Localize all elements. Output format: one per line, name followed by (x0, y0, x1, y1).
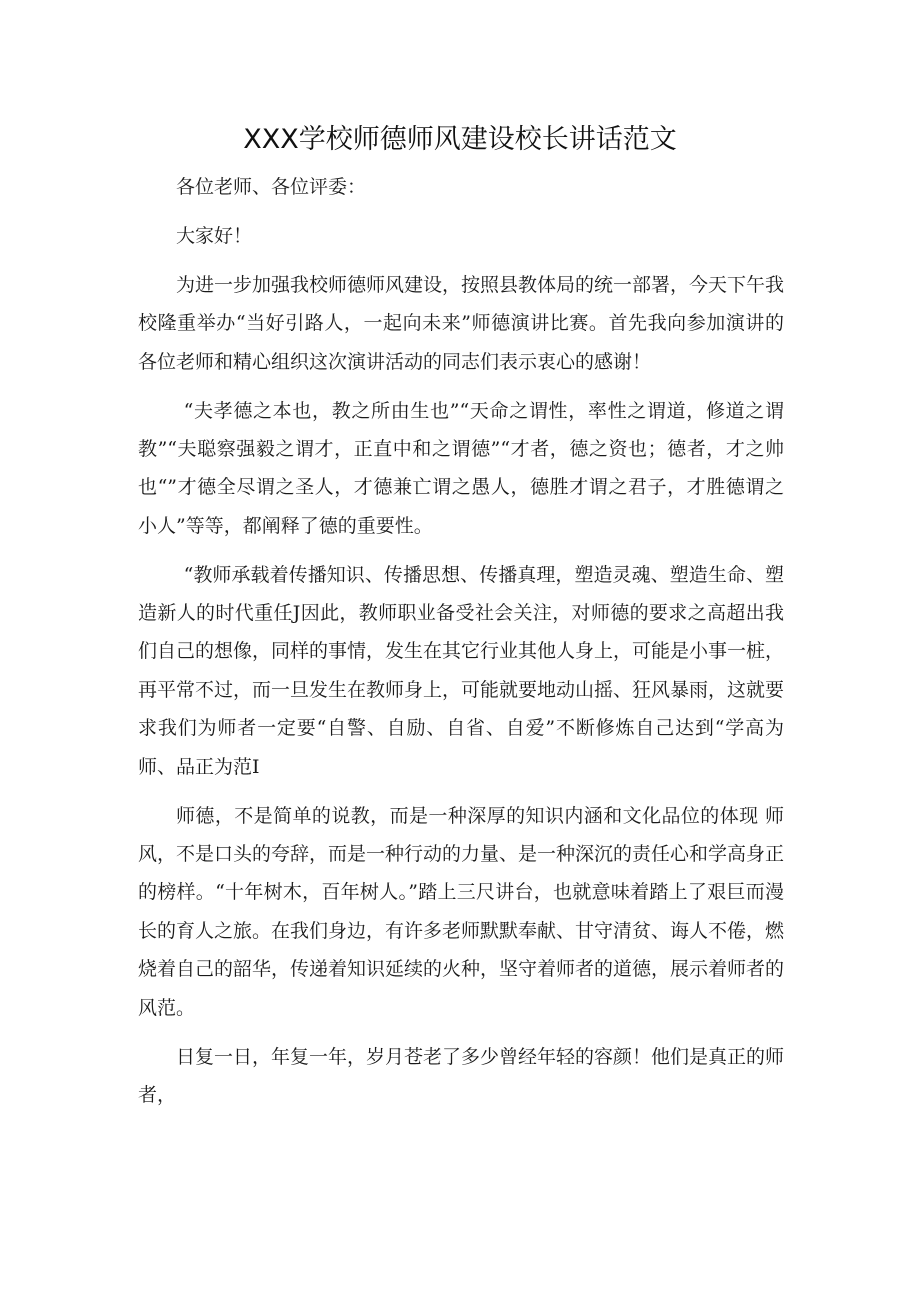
paragraph-classical-quotes: “夫孝德之本也，教之所由生也”“天命之谓性，率性之谓道，修道之谓教”“夫聪察强毅之谓才，正直中和之谓德”“才者，德之资也；德者，才之帅也“”才德全尽谓之圣人，才德兼亡谓之愚人，德胜才谓之君子，才胜德谓之小人”等等，都阐释了德的重要性。 (138, 399, 784, 537)
paragraph-intro: 为进一步加强我校师德师风建设，按照县教体局的统一部署，今天下午我校隆重举办“当好引路人，一起向未来”师德演讲比赛。首先我向参加演讲的各位老师和精心组织这次演讲活动的同志们表示衷心的感谢！ (138, 273, 785, 373)
paragraph-day-after-day: 日复一日，年复一年，岁月苍老了多少曾经年轻的容颜！他们是真正的师者， (138, 1045, 785, 1106)
paragraph-teacher-ethics: 师德，不是简单的说教，而是一种深厚的知识内涵和文化品位的体现 师风，不是口头的夸辞，而是一种行动的力量、是一种深沉的责任心和学高身正的榜样。“十年树木，百年树人。”踏上三尺讲台，也就意味着踏上了艰巨而漫长的育人之旅。在我们身边，有许多老师默默奉献、甘守清贫、诲人不倦，燃烧着自己的韶华，传递着知识延续的火种，坚守着师者的道德，展示着师者的风范。 (138, 804, 785, 1019)
salutation: 各位老师、各位评委： (176, 176, 367, 198)
greeting: 大家好！ (176, 224, 253, 247)
document-title: XXX学校师德师风建设校长讲话范文 (243, 124, 677, 155)
paragraph-teacher-responsibility: “教师承载着传播知识、传播思想、传播真理，塑造灵魂、塑造生命、塑造新人的时代重任J因此，教师职业备受社会关注，对师德的要求之高超出我们自己的想像，同样的事情，发生在其它行业其他人身上，可能是小事一桩，再平常不过，而一旦发生在教师身上，可能就要地动山摇、狂风暴雨，这就要求我们为师者一定要“自警、自励、自省、自爱”不断修炼自己达到“学高为师、品正为范I (138, 563, 785, 778)
document-body (138, 168, 784, 1125)
